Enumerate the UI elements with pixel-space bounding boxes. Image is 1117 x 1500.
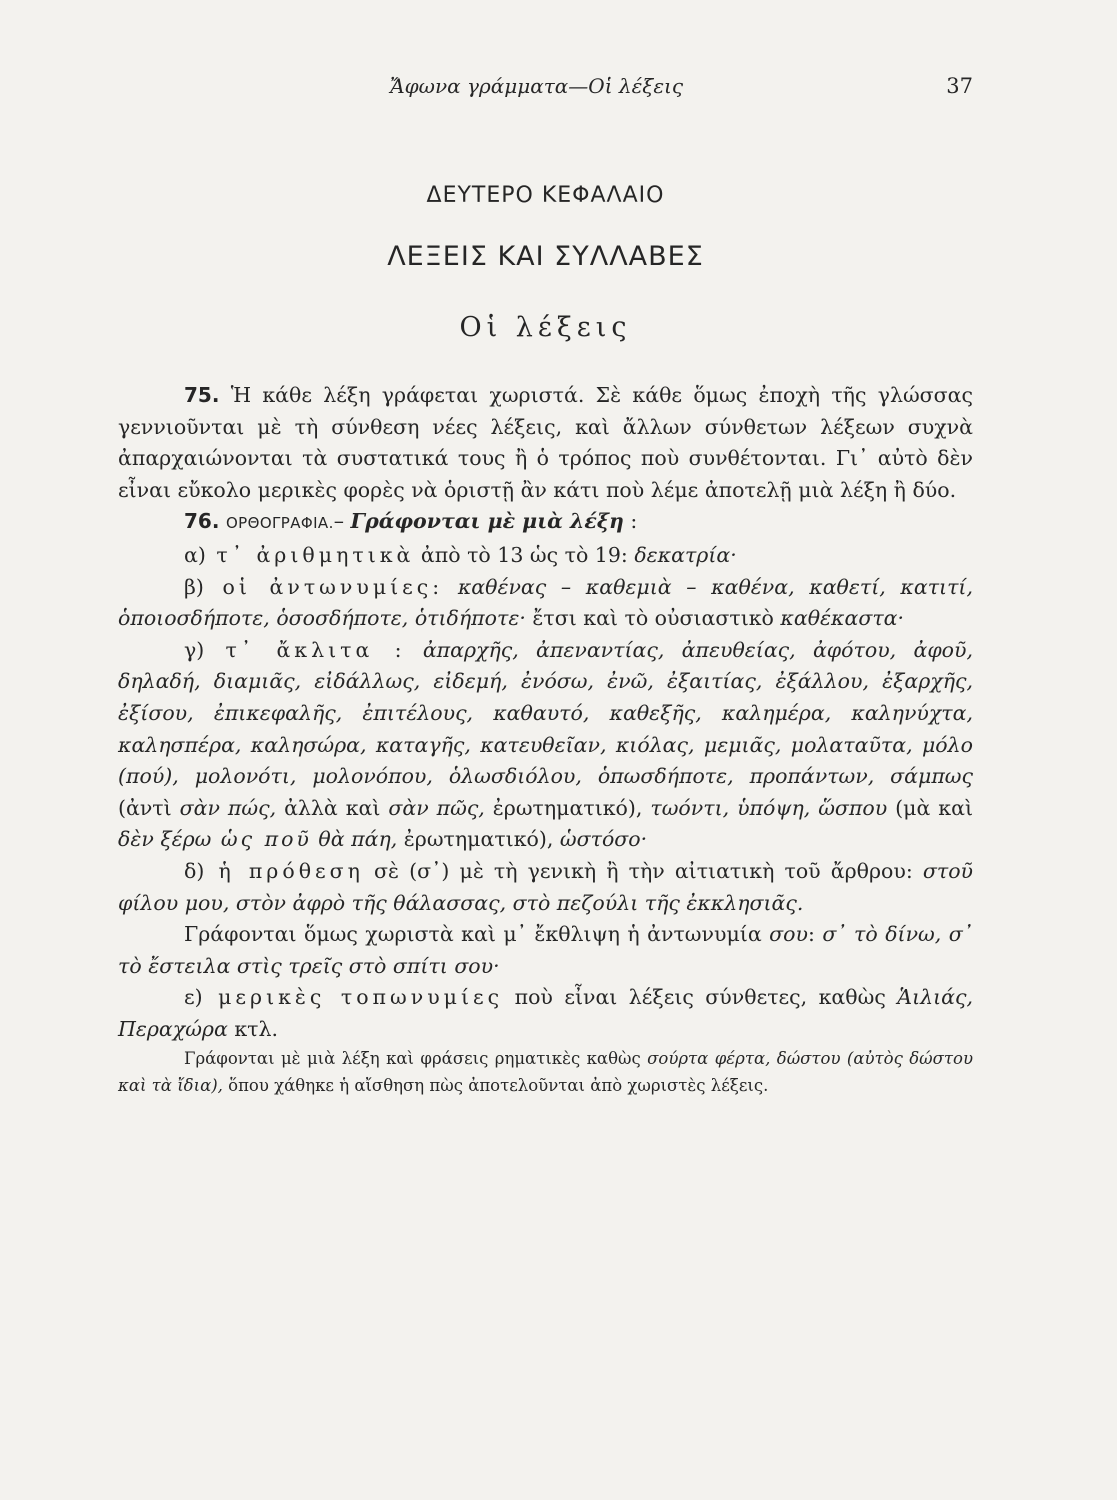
note-italic: σὰν πώς, [179, 795, 277, 820]
list-item-a [118, 540, 973, 572]
item-marker: δ) [184, 858, 205, 883]
item-marker: α) [184, 542, 206, 567]
item-term: μερικὲς τοπωνυμίες [202, 985, 504, 1010]
exception-term: σου [769, 922, 808, 947]
item-text: σὲ (σ᾿) μὲ τὴ γενικὴ ἢ τὴν αἰτιατικὴ τοῦ ἄρθρου: [363, 858, 923, 883]
item-term: τ᾿ ἀριθμητικὰ [205, 542, 415, 567]
note2-close: ἐρωτηματικό), [397, 827, 560, 852]
paragraph-number: 76. [184, 509, 220, 534]
chapter-title: ΔΕΥΤΕΡΟ ΚΕΦΑΛΑΙΟ [426, 183, 665, 208]
note-italic-2: σὰν πῶς, [388, 795, 485, 820]
small-print-note [118, 1045, 973, 1099]
item-examples: Ἁιλιάς, Περαχώρα [118, 985, 973, 1041]
item-text: ποὺ εἶναι λέξεις σύνθετες, καθὼς [503, 985, 898, 1010]
item-marker: γ) [184, 637, 205, 662]
heading-colon: : [623, 509, 638, 534]
paragraph-exception [118, 919, 973, 982]
running-title: Ἄφωνα γράμματα—Οἱ λέξεις [390, 74, 684, 98]
note2-italic: δὲν ξέρω [118, 827, 212, 852]
item-examples: καθένας – καθεμιὰ – καθένα, καθετί, κατιτί, ὁποιοσδήποτε, ὁσοσδήποτε, ὁτιδήποτε· [118, 574, 973, 631]
item-example: δεκατρία· [634, 542, 737, 567]
note2-italic-2: θὰ πάη, [311, 827, 398, 852]
exception-text: Γράφονται ὅμως χωριστὰ καὶ μ᾿ ἔκθλιψη ἡ ἀντωνυμία [184, 922, 770, 947]
page-number: 37 [946, 74, 973, 98]
item-example-end: ὡστόσο· [559, 827, 648, 852]
item-examples: στοῦ φίλου μου, στὸν ἀφρὸ τῆς θάλασσας, στὸ πεζούλι τῆς ἐκκλησιᾶς. [118, 858, 974, 915]
section-title: ΛΕΞΕΙΣ ΚΑΙ ΣΥΛΛΑΒΕΣ [387, 241, 704, 272]
item-text: ἀπὸ τὸ 13 ὡς τὸ 19: [414, 542, 635, 567]
orthography-label: ΟΡΘΟΓΡΑΦΙΑ. [225, 514, 334, 533]
list-item-d [118, 856, 973, 919]
item-term: ἡ πρόθεση [204, 858, 364, 883]
exception-examples: σ᾿ τὸ δίνω, σ᾿ τὸ ἔστειλα στὶς τρεῖς στὸ σπίτι σου· [118, 922, 974, 978]
note-examples: σούρτα φέρτα, δώστου (αὐτὸς δώστου καὶ τὰ ἴδια), [118, 1049, 973, 1096]
list-item-b [118, 572, 973, 635]
note2-spaced: ὡς ποῦ [211, 827, 312, 852]
note-close: ἐρωτηματικό), [484, 795, 651, 820]
list-item-e [118, 982, 973, 1045]
body-text [118, 380, 973, 1099]
item-examples: ἀπαρχῆς, ἀπεναντίας, ἀπευθείας, ἀφότου, ἀφοῦ, δηλαδή, διαμιᾶς, εἰδάλλως, εἰδεμή, ἐνόσω, ἐνῶ, ἐξαιτίας, ἐξάλλου, ἐξαρχῆς, ἐξίσου, ἐπικεφαλῆς, ἐπιτέλους, καθαυτό, καθεξῆς, καλημέρα, καληνύχτα, καλησπέρα, καλησώρα, καταγῆς, κατευθεῖαν, κιόλας, μεμιᾶς, μολαταῦτα, μόλο (πού), μολονότι, μολονόπου, ὁλωσδιόλου, ὁπωσδήποτε, προπάντων, σάμπως [118, 637, 973, 789]
note-text-2: ὅπου χάθηκε ἡ αἴσθηση πὼς ἀποτελοῦνται ἀπὸ χωριστὲς λέξεις. [222, 1076, 769, 1096]
item-term: τ᾿ ἄκλιτα : [204, 637, 406, 662]
paragraph-75 [118, 380, 973, 506]
note-open: (ἀντὶ [118, 795, 180, 820]
item-example-end: καθέκαστα· [780, 606, 905, 631]
item-term: οἱ ἀντωνυμίες: [203, 574, 444, 599]
paragraph-heading: Γράφονται μὲ μιὰ λέξη [350, 509, 624, 534]
note-text-1: Γράφονται μὲ μιὰ λέξη καὶ φράσεις ρηματικὲς καθὼς [184, 1049, 648, 1069]
paragraph-number: 75. [184, 383, 220, 407]
note2-open: (μὰ καὶ [887, 795, 973, 820]
item-marker: β) [184, 574, 204, 599]
item-end: κτλ. [227, 1016, 278, 1041]
subsection-title: Οἱ λέξεις [459, 312, 632, 343]
item-marker: ε) [184, 985, 203, 1010]
list-item-c [118, 635, 973, 856]
item-text: ἔτσι καὶ τὸ οὐσιαστικὸ [525, 606, 781, 631]
exception-colon: : [807, 922, 823, 947]
page-header [118, 74, 973, 108]
heading-dash: – [333, 509, 345, 534]
note-mid: ἀλλὰ καὶ [276, 795, 389, 820]
paragraph-76-heading [118, 506, 973, 540]
item-examples-2: τωόντι, ὑπόψη, ὥσπου [650, 795, 888, 820]
paragraph-text: Ἡ κάθε λέξη γράφεται χωριστά. Σὲ κάθε ὅμως ἐποχὴ τῆς γλώσσας γεννιοῦνται μὲ τὴ σύνθεση νέες λέξεις, καὶ ἄλλων σύνθετων λέξεων συχνὰ ἀπαρχαιώνονται τὰ συστατικά τους ἢ ὁ τρόπος ποὺ συνθέτονται. Γι᾿ αὐτὸ δὲν εἶναι εὔκολο μερικὲς φορὲς νὰ ὁριστῇ ἂν κάτι ποὺ λέμε ἀποτελῇ μιὰ λέξη ἢ δύο. [118, 383, 973, 502]
